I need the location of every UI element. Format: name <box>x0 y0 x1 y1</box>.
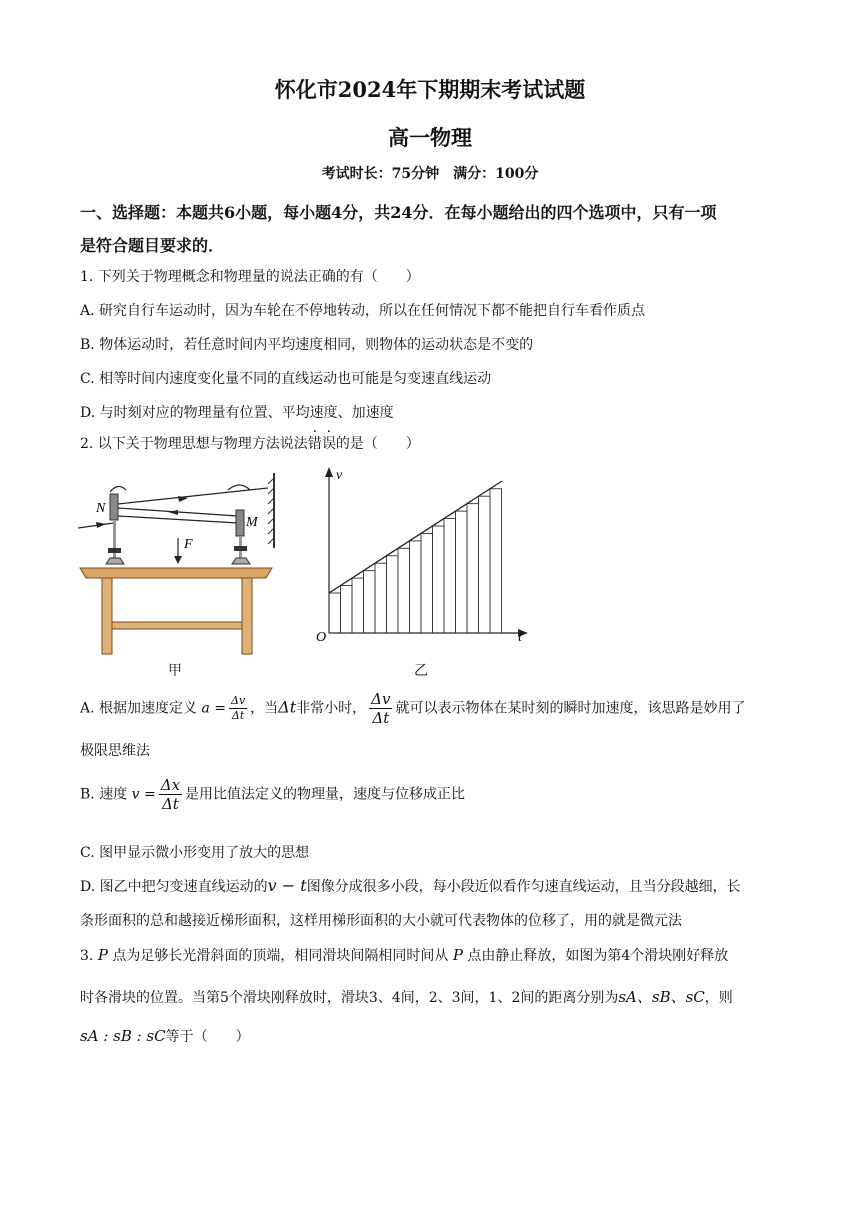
q2-stem-post: 的是（ ） <box>335 436 420 452</box>
label-n: N <box>96 501 106 516</box>
q3-distance-vars: sA、sB、sC <box>618 988 705 1006</box>
step-bar <box>467 504 479 633</box>
force-arrow-head <box>174 556 182 564</box>
base-m <box>232 558 250 564</box>
clamp-m <box>234 546 247 551</box>
q1-option-c: C. 相等时间内速度变化量不同的直线运动也可能是匀变速直线运动 <box>80 371 492 387</box>
step-bar <box>352 578 364 633</box>
mirror-m <box>236 510 244 536</box>
q2-a-mid2: 非常小时， <box>296 700 367 717</box>
q2-a-frac2: $\frac{\Delta v}{\Delta t}$ <box>371 690 391 727</box>
q2-d-post: 图像分成很多小段，每小段近似看作匀速直线运动，且当分段越细，长 <box>306 879 741 895</box>
vt-line <box>329 481 502 593</box>
q2-a-post: 就可以表示物体在某时刻的瞬时加速度，该思路是妙用了 <box>395 700 746 717</box>
q3-ratio-vars: sA : sB : sC <box>80 1027 166 1045</box>
q3-var-p: P <box>97 946 108 964</box>
q2-b-pre: B. 速度 <box>80 786 128 803</box>
q2-option-a <box>80 690 745 727</box>
q1-stem: 1. 下列关于物理概念和物理量的说法正确的有（ ） <box>80 269 420 285</box>
q1-option-b: B. 物体运动时，若任意时间内平均速度相同，则物体的运动状态是不变的 <box>80 337 534 353</box>
table-leg-left <box>102 578 112 654</box>
figure-jia <box>78 468 278 658</box>
rotate-arrow-m <box>228 485 250 490</box>
step-bar <box>479 496 491 633</box>
step-bar <box>398 548 410 633</box>
subject-title: 高一物理 <box>388 125 472 150</box>
mirror-n <box>110 494 118 520</box>
step-bar <box>341 586 353 633</box>
q2-b-eq: v = <box>131 786 156 803</box>
q2-option-d <box>80 876 741 896</box>
q3-line3: sA : sB : sC等于（ ） <box>80 1027 250 1045</box>
q2-a-dt: Δt <box>278 697 297 717</box>
label-f: F <box>184 537 193 552</box>
label-o: O <box>316 630 327 645</box>
q2-d-pre: D. 图乙中把匀变速直线运动的 <box>80 879 268 895</box>
clamp-n <box>108 548 121 553</box>
step-bars <box>329 489 502 633</box>
q2-stem-emph2: 误 <box>321 436 336 452</box>
ray-arrow-3 <box>96 522 106 528</box>
step-bar <box>387 556 399 633</box>
table-leg-right <box>242 578 252 654</box>
exam-meta: 考试时长：75分钟 满分：100分 <box>321 166 539 182</box>
step-bar <box>364 571 376 633</box>
step-bar <box>456 511 468 633</box>
q1-option-d: D. 与时刻对应的物理量有位置、平均速度、加速度 <box>80 405 394 421</box>
q2-a-mid1: ，当 <box>250 700 279 717</box>
q2-option-c: C. 图甲显示微小形变用了放大的思想 <box>80 845 310 861</box>
step-bar <box>433 526 445 633</box>
q3-line1: 3. P 点为足够长光滑斜面的顶端，相同滑块间隔相同时间从 P 点由静止释放，如图为第4个滑块刚好释放 <box>80 946 729 964</box>
q2-d-vt: v − t <box>267 876 307 895</box>
q2-a-pre: A. 根据加速度定义 <box>80 700 198 717</box>
base-n <box>106 558 124 564</box>
step-bar <box>410 541 422 633</box>
q2-stem-emph1: 错 <box>307 436 322 452</box>
q2-b-frac: $\frac{\Delta x}{\Delta t}$ <box>160 776 181 813</box>
table-top <box>80 568 272 578</box>
q1-option-a: A. 研究自行车运动时，因为车轮在不停地转动，所以在任何情况下都不能把自行车看作质点 <box>80 303 646 319</box>
v-axis-arrow <box>325 467 333 477</box>
step-bar <box>329 593 341 633</box>
q3-var-p2: P <box>452 946 463 964</box>
label-v: v <box>336 468 343 483</box>
q2-b-post: 是用比值法定义的物理量，速度与位移成正比 <box>185 786 466 803</box>
section-heading-line1: 一、选择题：本题共6小题，每小题4分，共24分．在每小题给出的四个选项中，只有一项 <box>80 203 717 222</box>
ray-arrow-2 <box>168 510 178 515</box>
figure-yi-caption: 乙 <box>414 663 428 679</box>
q2-option-d-line2: 条形面积的总和越接近梯形面积，这样用梯形面积的大小就可代表物体的位移了，用的就是微元法 <box>80 913 682 929</box>
exam-title: 怀化市2024年下期期末考试试题 <box>274 77 586 102</box>
q3-line2: 时各滑块的位置。当第5个滑块刚释放时，滑块3、4间，2、3间，1、2间的距离分别为sA、sB、sC，则 <box>80 988 733 1006</box>
q2-option-a-line2: 极限思维法 <box>80 743 150 759</box>
rotate-arrow-n <box>110 486 126 492</box>
step-bar <box>444 519 456 633</box>
step-bar <box>490 489 502 633</box>
label-m: M <box>246 515 258 530</box>
figure-yi <box>312 465 534 645</box>
section-heading-line2: 是符合题目要求的． <box>80 236 225 255</box>
step-bar <box>421 533 433 633</box>
q2-stem <box>80 433 420 453</box>
step-bar <box>375 563 387 633</box>
label-t: t <box>518 630 522 645</box>
q2-option-b <box>80 776 465 813</box>
table-crossbar <box>112 622 242 629</box>
stand-n <box>113 520 116 560</box>
figure-jia-caption: 甲 <box>168 663 182 679</box>
q2-stem-pre: 2. 以下关于物理思想与物理方法说法 <box>80 436 308 452</box>
q2-a-eq: a = <box>201 700 226 717</box>
q2-a-frac1: $\frac{\Delta v}{\Delta t}$ <box>231 694 246 722</box>
